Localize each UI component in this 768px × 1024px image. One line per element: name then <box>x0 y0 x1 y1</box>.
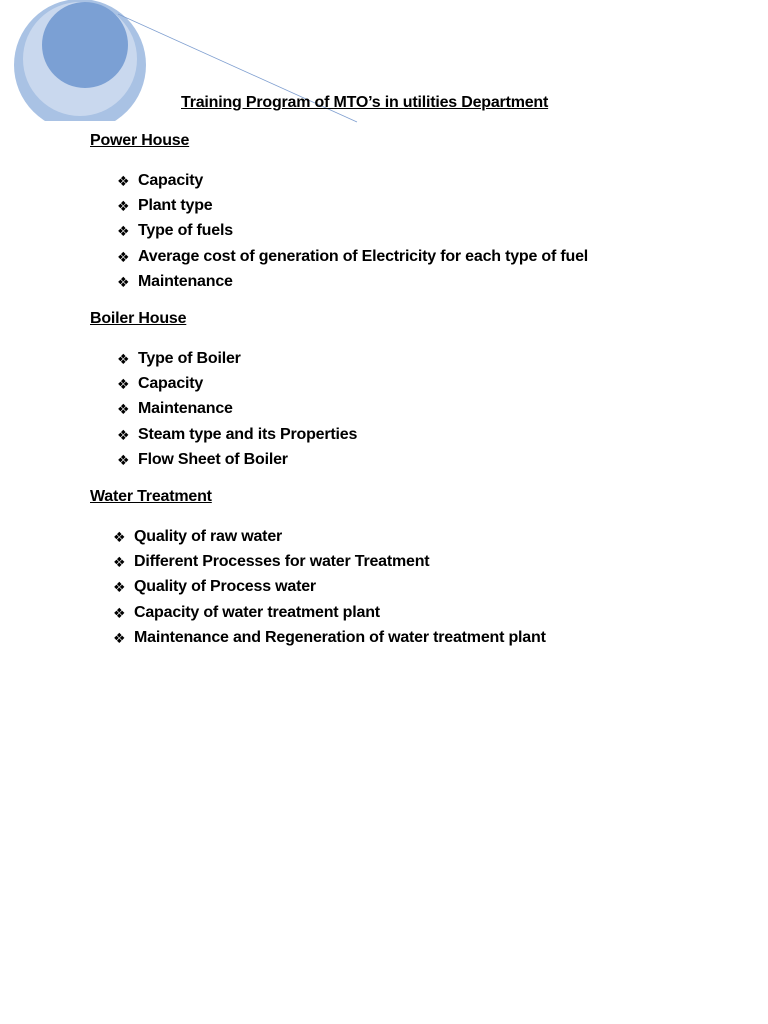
section-heading-power-house: Power House <box>90 132 190 149</box>
list-item <box>117 219 588 244</box>
diamond-bullet-icon: ❖ <box>113 554 126 571</box>
list-item <box>117 244 588 269</box>
diamond-bullet-icon: ❖ <box>117 350 130 367</box>
list-item <box>117 371 357 396</box>
list-item-text: Type of Boiler <box>138 349 241 367</box>
boiler-house-list <box>117 346 357 473</box>
diamond-bullet-icon: ❖ <box>117 223 130 240</box>
list-item-text: Maintenance <box>138 273 233 291</box>
diamond-bullet-icon: ❖ <box>113 630 126 647</box>
list-item <box>113 600 546 625</box>
diamond-bullet-icon: ❖ <box>117 376 130 393</box>
list-item-text: Type of fuels <box>138 222 233 240</box>
diamond-bullet-icon: ❖ <box>117 401 130 418</box>
list-item <box>117 193 588 218</box>
power-house-list <box>117 168 588 295</box>
list-item <box>117 397 357 422</box>
list-item-text: Capacity <box>138 171 204 189</box>
list-item <box>113 524 546 549</box>
diamond-bullet-icon: ❖ <box>113 579 126 596</box>
decor-inner-circle <box>42 2 128 88</box>
list-item-text: Different Processes for water Treatment <box>134 553 430 571</box>
list-item-text: Steam type and its Properties <box>138 425 358 443</box>
list-item <box>117 346 357 371</box>
list-item <box>117 448 357 473</box>
list-item-text: Quality of Process water <box>134 578 316 596</box>
diamond-bullet-icon: ❖ <box>117 426 130 443</box>
diamond-bullet-icon: ❖ <box>117 172 130 189</box>
list-item <box>117 168 588 193</box>
diamond-bullet-icon: ❖ <box>117 452 130 469</box>
list-item-text: Capacity of water treatment plant <box>134 603 380 621</box>
list-item <box>113 549 546 574</box>
list-item-text: Capacity <box>138 375 204 393</box>
diamond-bullet-icon: ❖ <box>117 248 130 265</box>
diamond-bullet-icon: ❖ <box>113 604 126 621</box>
diamond-bullet-icon: ❖ <box>117 198 130 215</box>
list-item-text: Flow Sheet of Boiler <box>138 451 288 469</box>
diamond-bullet-icon: ❖ <box>113 528 126 545</box>
list-item-text: Maintenance <box>138 400 233 418</box>
list-item-text: Quality of raw water <box>134 527 283 545</box>
list-item <box>113 575 546 600</box>
water-treatment-list <box>113 524 546 651</box>
list-item <box>117 270 588 295</box>
list-item <box>117 422 357 447</box>
section-heading-water-treatment: Water Treatment <box>90 488 212 505</box>
list-item-text: Plant type <box>138 197 213 215</box>
list-item-text: Maintenance and Regeneration of water treatment plant <box>134 629 546 647</box>
document-title: Training Program of MTO’s in utilities Department <box>181 94 549 111</box>
list-item-text: Average cost of generation of Electricity for each type of fuel <box>138 247 589 265</box>
section-heading-boiler-house: Boiler House <box>90 310 187 327</box>
list-item <box>113 626 546 651</box>
diamond-bullet-icon: ❖ <box>117 274 130 291</box>
